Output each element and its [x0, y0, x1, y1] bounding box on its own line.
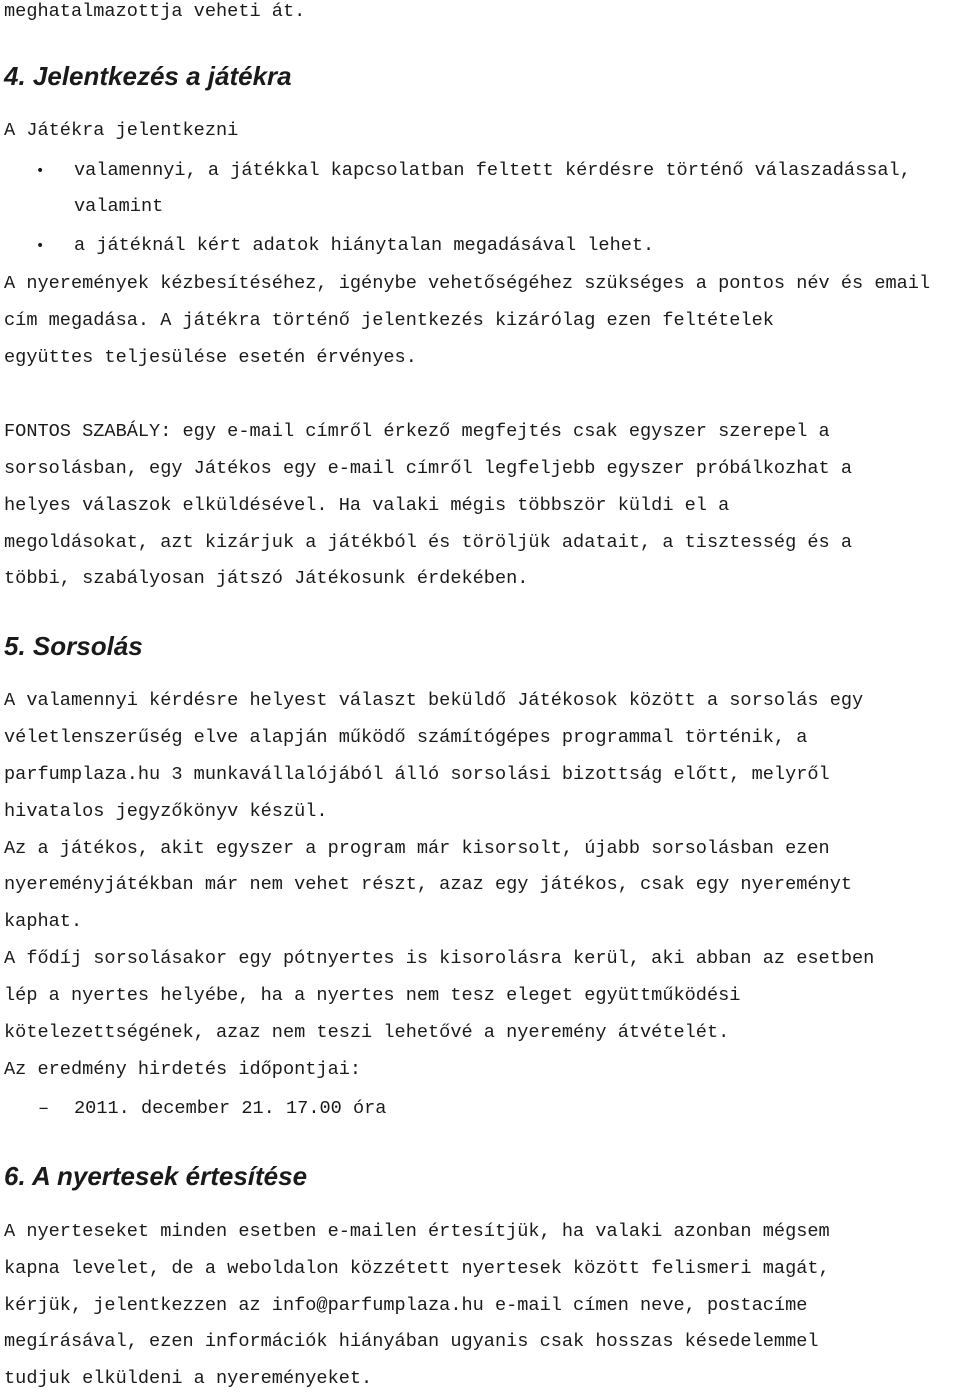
section-5-line: lép a nyertes helyébe, ha a nyertes nem tesz eleget együttműködési	[4, 985, 741, 1006]
bullet-1-line-1: valamennyi, a játékkal kapcsolatban feltett kérdésre történő válaszadással,	[74, 160, 911, 181]
section-4-lead: A Játékra jelentkezni	[4, 120, 239, 141]
section-6-line: tudjuk elküldeni a nyereményeket.	[4, 1368, 373, 1389]
section-5-line: A valamennyi kérdésre helyest választ beküldő Játékosok között a sorsolás egy	[4, 690, 864, 711]
section-5-line: kötelezettségének, azaz nem teszi lehetővé a nyeremény átvételét.	[4, 1022, 730, 1043]
rule-line: FONTOS SZABÁLY: egy e-mail címről érkező megfejtés csak egyszer szerepel a	[4, 421, 830, 442]
rule-line: helyes válaszok elküldésével. Ha valaki mégis többször küldi el a	[4, 495, 730, 516]
section-4-para-line: együttes teljesülése esetén érvényes.	[4, 347, 417, 368]
section-5-line: Az eredmény hirdetés időpontjai:	[4, 1059, 362, 1080]
section-5-heading: 5. Sorsolás	[4, 631, 143, 661]
section-5-line: hivatalos jegyzőkönyv készül.	[4, 801, 328, 822]
section-4-para-line: A nyeremények kézbesítéséhez, igénybe vehetőségéhez szükséges a pontos név és email	[4, 273, 931, 294]
section-5-line: A fődíj sorsolásakor egy pótnyertes is kisorolásra kerül, aki abban az esetben	[4, 948, 875, 969]
section-4-heading: 4. Jelentkezés a játékra	[4, 61, 292, 91]
bullet-2: a játéknál kért adatok hiánytalan megadásával lehet.	[74, 235, 655, 256]
section-6-line: kapna levelet, de a weboldalon közzétett nyertesek között felismeri magát,	[4, 1258, 830, 1279]
bullet-icon: •	[36, 163, 45, 179]
section-5-line: véletlenszerűség elve alapján működő számítógépes programmal történik, a	[4, 727, 808, 748]
section-6-line: kérjük, jelentkezzen az info@parfumplaza.hu e-mail címen neve, postacíme	[4, 1295, 808, 1316]
section-5-line: nyereményjátékban már nem vehet részt, azaz egy játékos, csak egy nyereményt	[4, 874, 853, 895]
rule-line: sorsolásban, egy Játékos egy e-mail címről legfeljebb egyszer próbálkozhat a	[4, 458, 853, 479]
section-6-line: megírásával, ezen információk hiányában ugyanis csak hosszas késedelemmel	[4, 1331, 819, 1352]
section-5-line: kaphat.	[4, 911, 83, 932]
bullet-icon: •	[36, 238, 45, 254]
date-item: 2011. december 21. 17.00 óra	[74, 1098, 387, 1119]
section-4-para-line: cím megadása. A játékra történő jelentkezés kizárólag ezen feltételek	[4, 310, 774, 331]
rule-line: megoldásokat, azt kizárjuk a játékból és töröljük adatait, a tisztesség és a	[4, 532, 853, 553]
section-5-line: parfumplaza.hu 3 munkavállalójából álló sorsolási bizottság előtt, melyről	[4, 764, 830, 785]
section-6-heading: 6. A nyertesek értesítése	[4, 1161, 308, 1191]
section-5-line: Az a játékos, akit egyszer a program már kisorsolt, újabb sorsolásban ezen	[4, 838, 830, 859]
section-6-line: A nyerteseket minden esetben e-mailen értesítjük, ha valaki azonban mégsem	[4, 1221, 830, 1242]
bullet-1-line-2: valamint	[74, 196, 164, 217]
dash-icon: –	[38, 1098, 50, 1119]
rule-line: többi, szabályosan játszó Játékosunk érdekében.	[4, 568, 529, 589]
intro-line: meghatalmazottja veheti át.	[4, 1, 306, 22]
